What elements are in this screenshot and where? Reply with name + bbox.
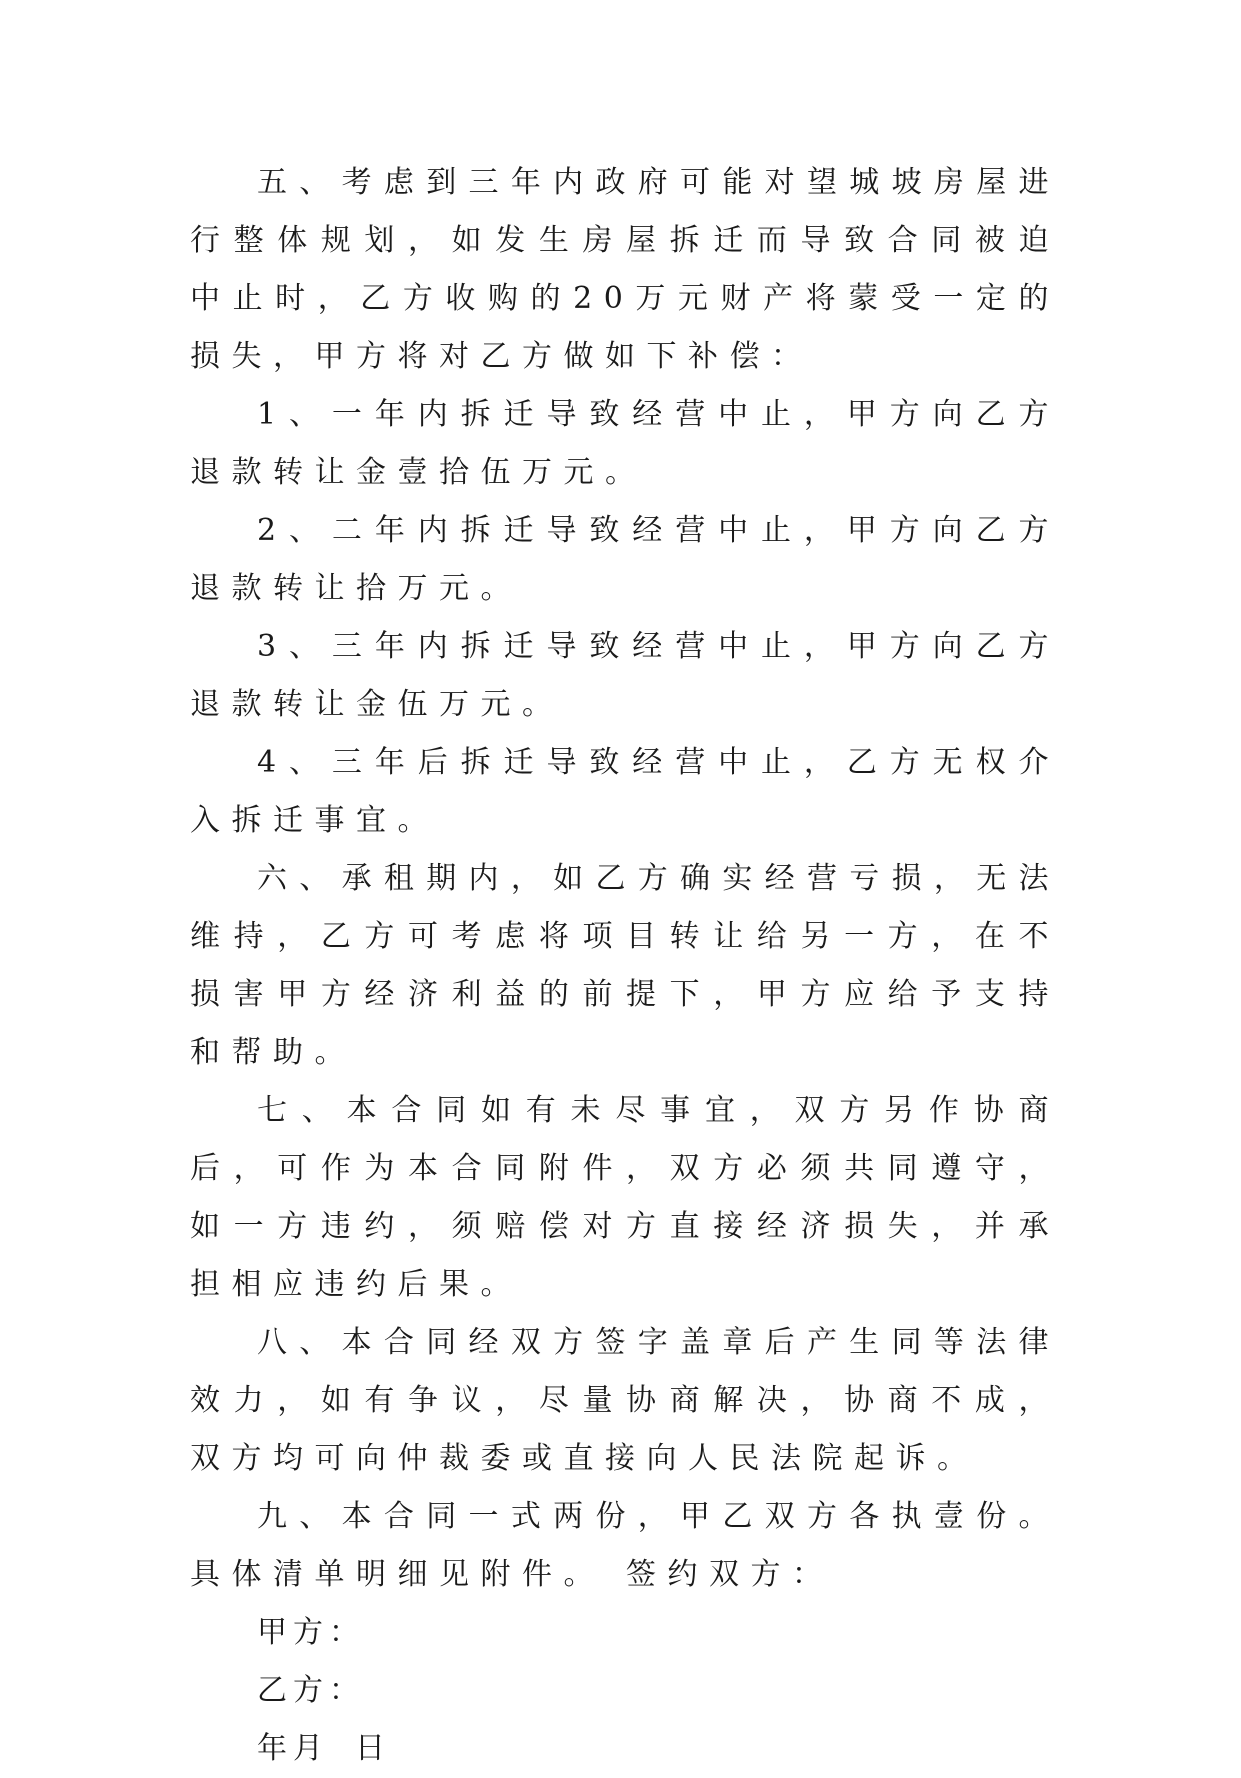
party-a-signature-line: 甲方： — [257, 1615, 365, 1650]
clause-six: 六、承租期内，如乙方确实经营亏损，无法维持，乙方可考虑将项目转让给另一方，在不损害甲方经济利益的前提下，甲方应给予支持和帮助。 — [190, 861, 1060, 1070]
compensation-item-3: 3、三年内拆迁导致经营中止，甲方向乙方退款转让金伍万元。 — [190, 629, 1060, 722]
compensation-item-4: 4、三年后拆迁导致经营中止，乙方无权介入拆迁事宜。 — [190, 745, 1060, 838]
compensation-item-1: 1、一年内拆迁导致经营中止，甲方向乙方退款转让金壹拾伍万元。 — [190, 397, 1060, 490]
clause-five: 五、考虑到三年内政府可能对望城坡房屋进行整体规划，如发生房屋拆迁而导致合同被迫中止时，乙方收购的20万元财产将蒙受一定的损失，甲方将对乙方做如下补偿： — [190, 165, 1060, 374]
clause-eight: 八、本合同经双方签字盖章后产生同等法律效力，如有争议，尽量协商解决，协商不成，双方均可向仲裁委或直接向人民法院起诉。 — [190, 1325, 1060, 1476]
date-day: 日 — [355, 1731, 391, 1766]
party-b-signature-line: 乙方： — [257, 1673, 365, 1708]
clause-seven: 七、本合同如有未尽事宜，双方另作协商后，可作为本合同附件，双方必须共同遵守，如一方违约，须赔偿对方直接经济损失，并承担相应违约后果。 — [190, 1093, 1060, 1302]
date-line — [190, 1720, 1060, 1778]
date-year-month: 年月 — [257, 1731, 329, 1766]
document-page — [190, 154, 1060, 1778]
compensation-item-2: 2、二年内拆迁导致经营中止，甲方向乙方退款转让拾万元。 — [190, 513, 1060, 606]
clause-nine: 九、本合同一式两份，甲乙双方各执壹份。具体清单明细见附件。 签约双方： — [190, 1499, 1060, 1592]
